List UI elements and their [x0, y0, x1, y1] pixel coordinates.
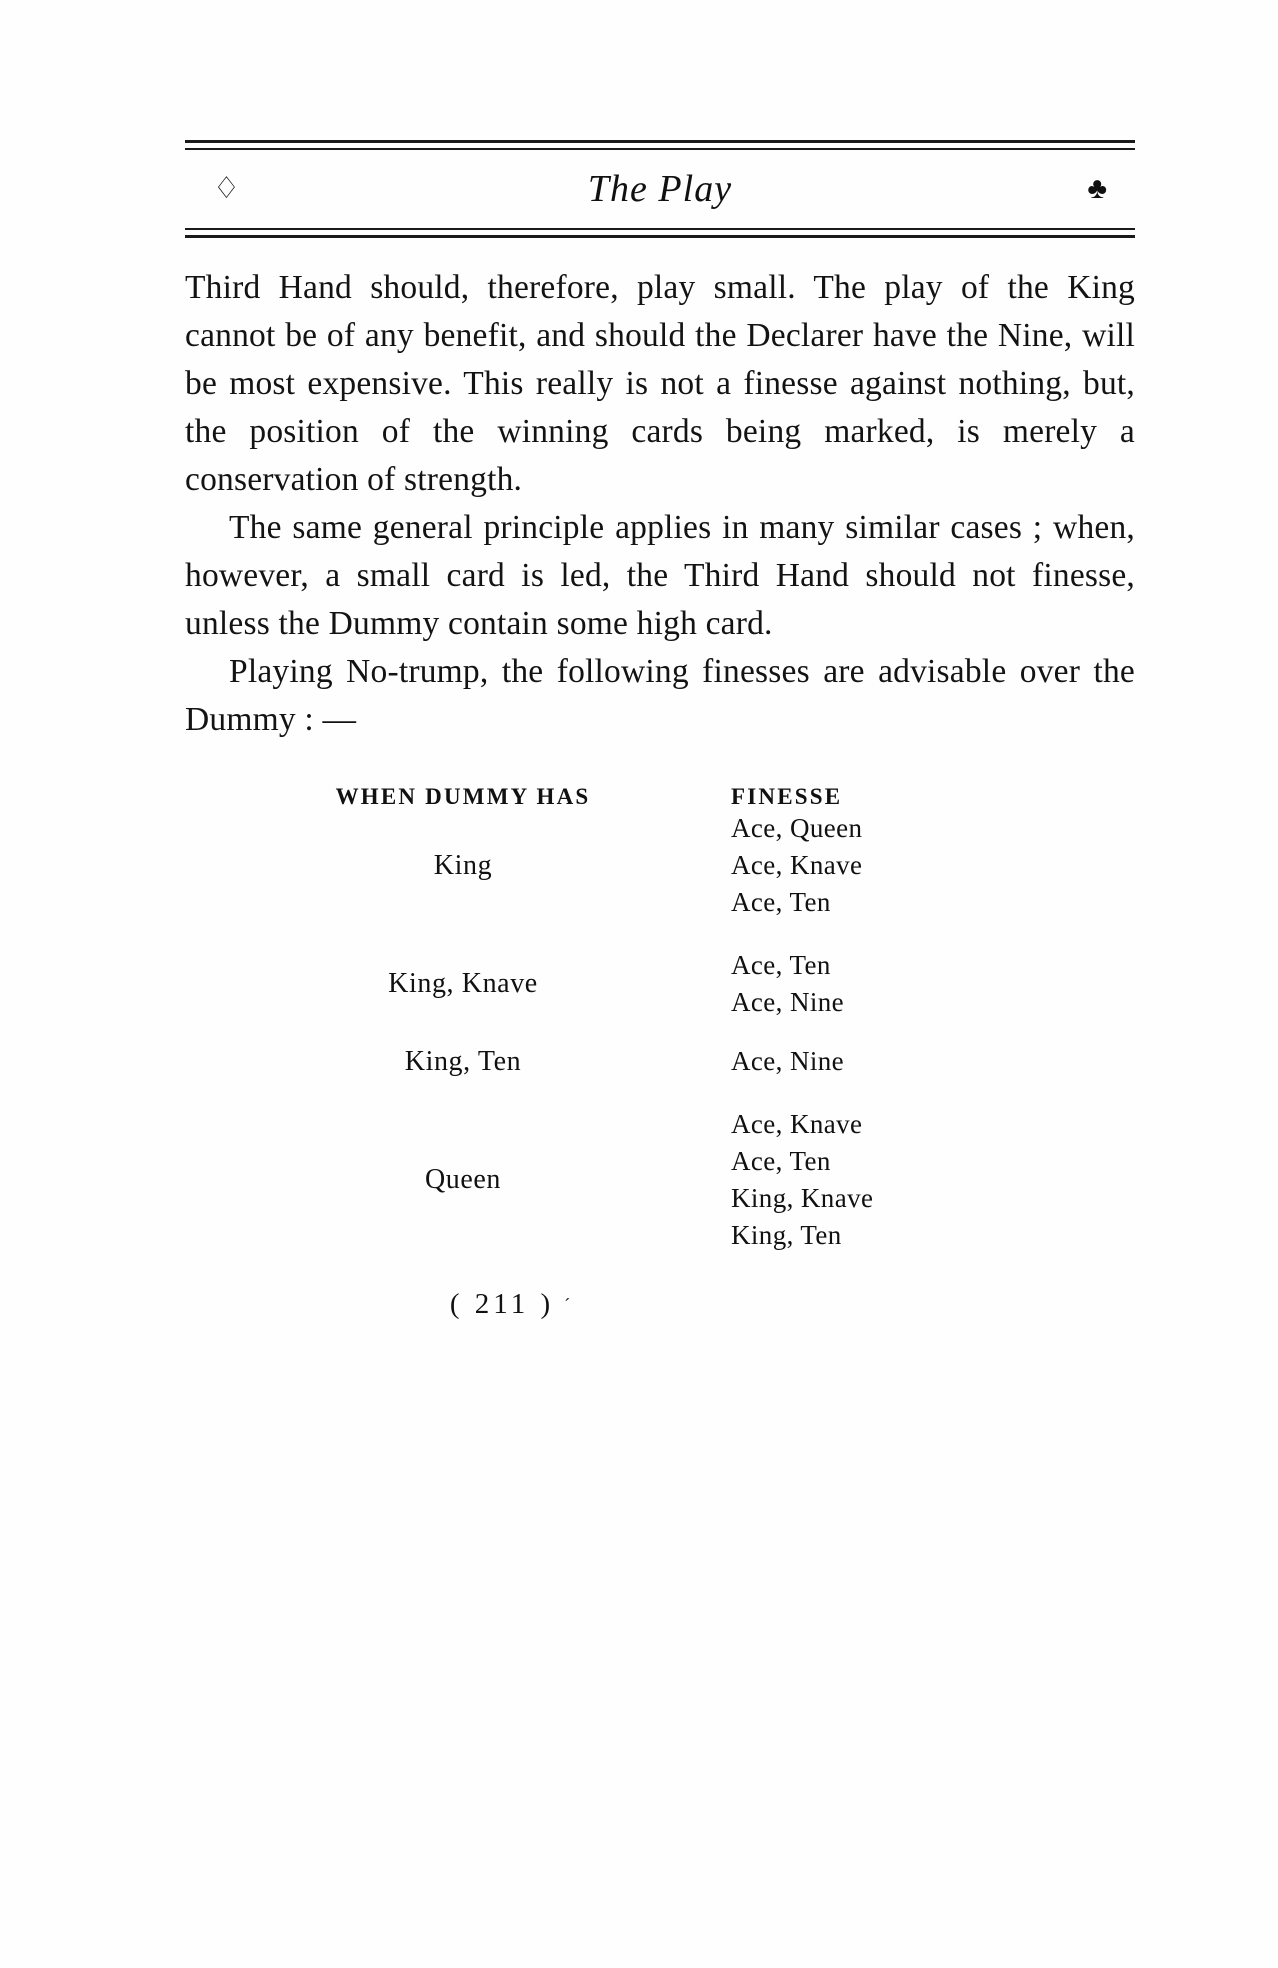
paragraph-1: Third Hand should, therefore, play small. The play of the King cannot be of any benefit, and should the Declarer have the Nine, will be most expensive. This really is not a finesse against nothing, but, the position of the winning cards being marked, is merely a conservation of strength.: [185, 269, 1135, 498]
finesse-table: [185, 784, 1135, 1254]
finesse-line: Ace, Ten: [731, 1146, 831, 1176]
paragraph-2: The same general principle applies in many similar cases ; when, however, a small card is led, the Third Hand should not finesse, unless the Dummy contain some high card.: [185, 509, 1135, 642]
cell-finesse: [703, 810, 1131, 921]
page-content: [185, 140, 1135, 1321]
running-head: [185, 150, 1135, 228]
finesse-line: King, Ten: [731, 1220, 842, 1250]
page-number-text: ( 211 ): [449, 1288, 555, 1320]
body-text: [185, 264, 1135, 744]
table-row: [185, 810, 1135, 921]
paragraph-3: Playing No-trump, the following finesses are advisable over the Dummy : —: [185, 653, 1135, 738]
cell-dummy: King: [433, 849, 493, 881]
column-header-finesse: FINESSE: [731, 784, 843, 809]
cell-finesse: [703, 947, 1131, 1021]
finesse-line: Ace, Knave: [731, 1109, 863, 1139]
diamond-suit-icon: ♢: [213, 172, 240, 205]
cell-dummy: Queen: [424, 1164, 502, 1195]
table-row: [185, 1043, 1135, 1080]
header-bottom-rule: [185, 228, 1135, 238]
finesse-line: Ace, Ten: [731, 950, 831, 980]
cell-finesse: [703, 1106, 1131, 1254]
finesse-line: King, Knave: [731, 1183, 874, 1213]
column-header-dummy: WHEN DUMMY HAS: [335, 784, 591, 809]
finesse-line: Ace, Knave: [731, 850, 863, 880]
finesse-line: Ace, Nine: [731, 1046, 845, 1076]
header-top-rule: [185, 140, 1135, 150]
table-header-row: [185, 784, 1135, 810]
finesse-line: Ace, Ten: [731, 887, 831, 917]
cell-dummy: King, Ten: [404, 1045, 522, 1077]
page-title: The Play: [587, 168, 733, 210]
page-number-mark: ´: [564, 1295, 571, 1315]
table-row: [185, 1106, 1135, 1254]
cell-dummy: King, Knave: [388, 968, 538, 999]
cell-finesse: [703, 1043, 1131, 1080]
page-number: [185, 1288, 1135, 1321]
finesse-line: Ace, Queen: [731, 813, 863, 843]
finesse-line: Ace, Nine: [731, 987, 845, 1017]
club-suit-icon: ♣: [1087, 172, 1107, 205]
table-row: [185, 947, 1135, 1021]
